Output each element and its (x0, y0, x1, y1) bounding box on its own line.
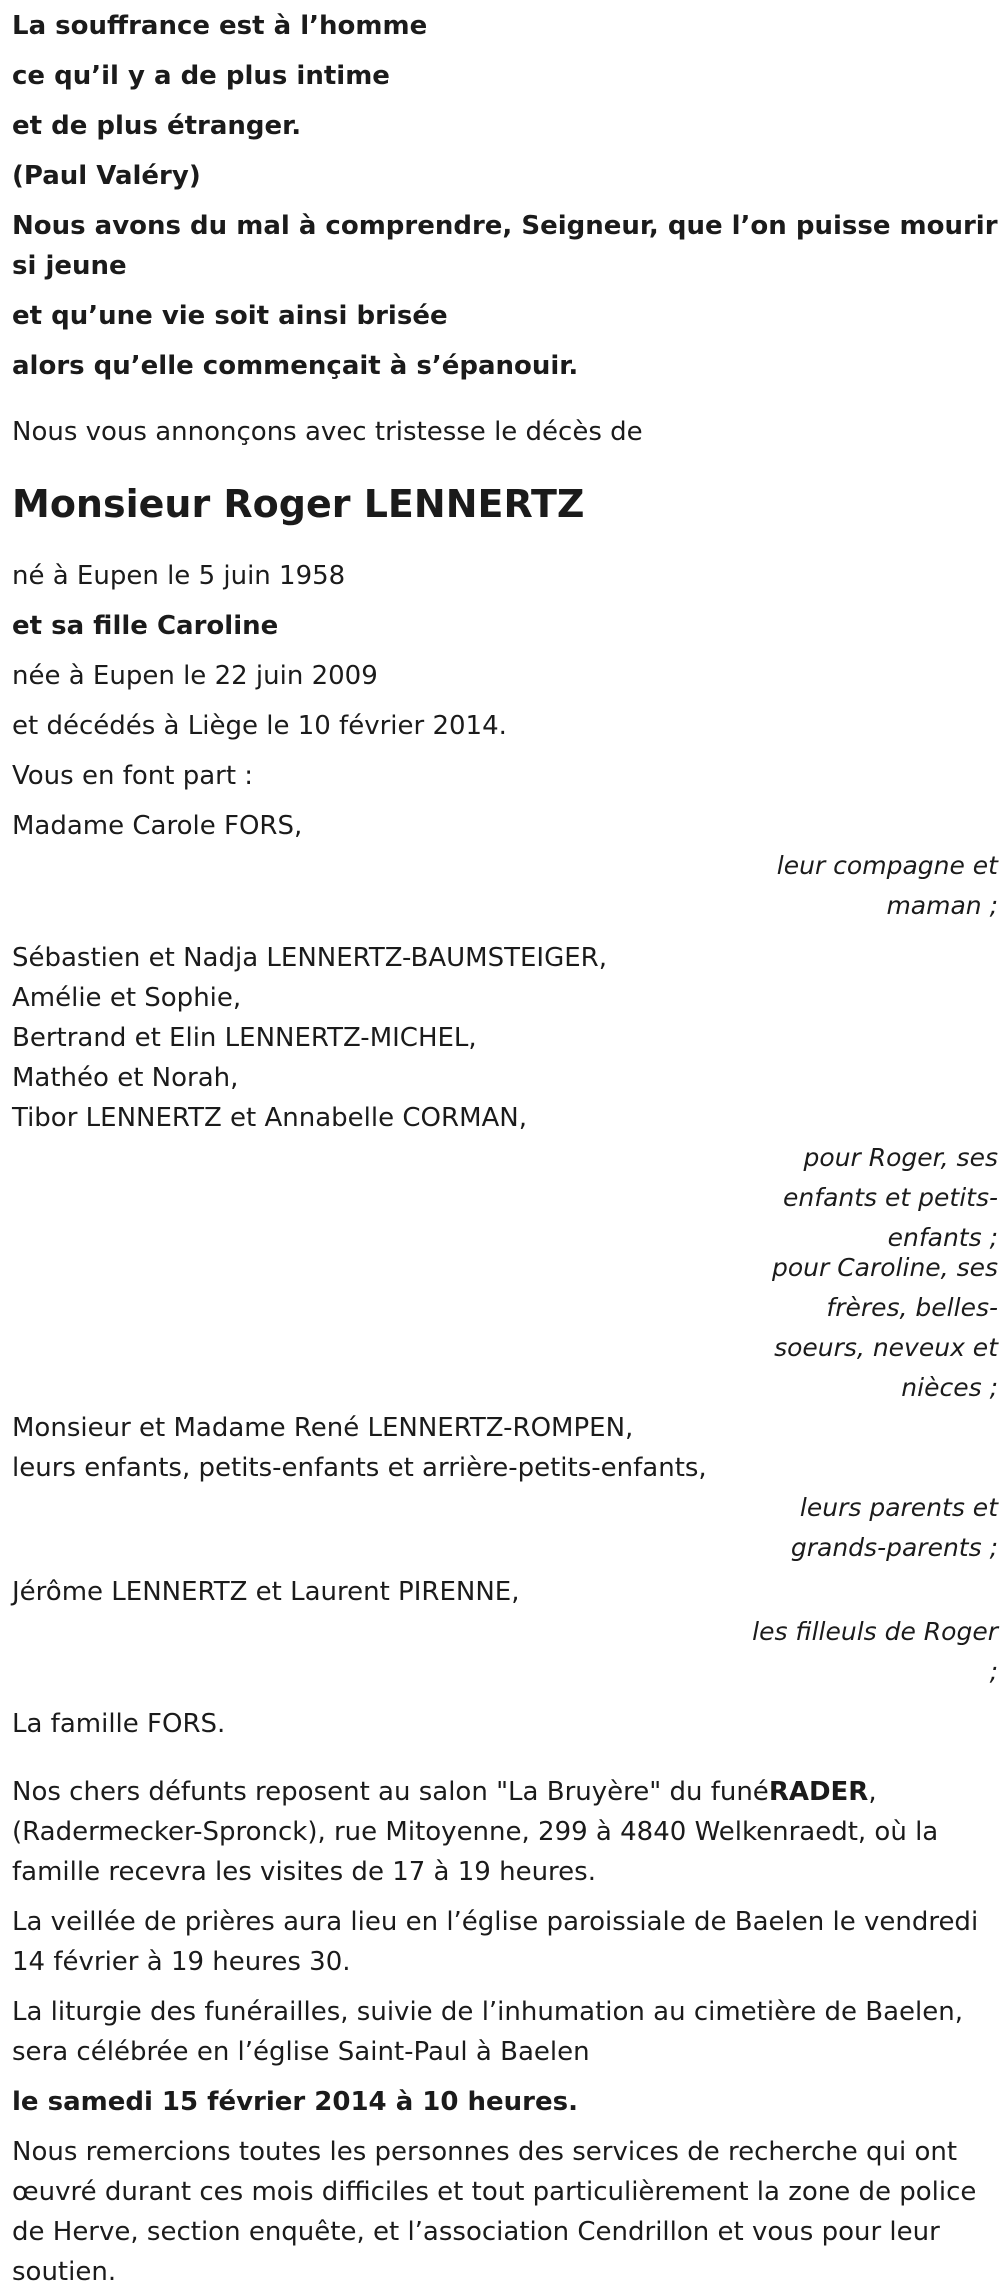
quote-line: La souffrance est à l’homme (12, 11, 428, 41)
salon-prefix: Nos chers défunts reposent au salon "La Bruyère" du funé (12, 1777, 769, 1807)
relation-text (12, 846, 998, 926)
details-block (12, 556, 998, 796)
family-member: Madame Carole FORS, (12, 811, 303, 841)
quote-line: Nous avons du mal à comprendre, Seigneur, que l’on puisse mourir si jeune (12, 211, 998, 281)
family-member: Sébastien et Nadja LENNERTZ-BAUMSTEIGER, (12, 943, 607, 973)
salon-text (12, 1772, 998, 1892)
family-member: Tibor LENNERTZ et Annabelle CORMAN, (12, 1103, 527, 1133)
relation-text (12, 1248, 998, 1408)
quote-line: ce qu’il y a de plus intime (12, 61, 390, 91)
relation-label: pour Caroline, ses frères, belles-soeurs, neveux et nièces ; (771, 1253, 998, 1402)
quote-line: et de plus étranger. (12, 111, 302, 141)
family-member: Mathéo et Norah, (12, 1063, 239, 1093)
obituary-page (12, 0, 998, 2292)
funeral-block (12, 1772, 998, 2292)
funeral-date: le samedi 15 février 2014 à 10 heures. (12, 2087, 578, 2117)
quote-author: (Paul Valéry) (12, 161, 201, 191)
liturgy-text: La liturgie des funérailles, suivie de l’inhumation au cimetière de Baelen, sera célébrée en l’église Saint-Paul à Baelen (12, 1997, 963, 2067)
relation-label: les filleuls de Roger ; (752, 1617, 998, 1686)
family-block (12, 806, 998, 1744)
family-member: Bertrand et Elin LENNERTZ-MICHEL, (12, 1023, 477, 1053)
family-member: leurs enfants, petits-enfants et arrière-petits-enfants, (12, 1453, 707, 1483)
family-member: Amélie et Sophie, (12, 983, 242, 1013)
relation-label: pour Roger, ses enfants et petits-enfants ; (783, 1143, 998, 1252)
deceased-name: Monsieur Roger LENNERTZ (12, 482, 585, 526)
daughter-line: et sa fille Caroline (12, 611, 279, 641)
announcement-text: Nous vous annonçons avec tristesse le décès de (12, 417, 643, 447)
family-member: Monsieur et Madame René LENNERTZ-ROMPEN, (12, 1413, 634, 1443)
relation-text (12, 1488, 998, 1568)
salon-brand: RADER (768, 1777, 869, 1807)
birth-caroline: née à Eupen le 22 juin 2009 (12, 661, 378, 691)
family-member: Jérôme LENNERTZ et Laurent PIRENNE, (12, 1577, 520, 1607)
relation-text (12, 1138, 998, 1258)
death-line: et décédés à Liège le 10 février 2014. (12, 711, 507, 741)
salon-suffix: , (Radermecker-Spronck), rue Mitoyenne, 299 à 4840 Welkenraedt, où la famille recevra les visites de 17 à 19 heures. (12, 1777, 939, 1887)
vigil-text: La veillée de prières aura lieu en l’église paroissiale de Baelen le vendredi 14 février à 19 heures 30. (12, 1907, 979, 1977)
relation-label: leur compagne et maman ; (776, 851, 998, 920)
quote-block (12, 6, 998, 386)
relation-label: leurs parents et grands-parents ; (790, 1493, 998, 1562)
family-member: La famille FORS. (12, 1709, 226, 1739)
quote-line: alors qu’elle commençait à s’épanouir. (12, 351, 579, 381)
children-list (12, 938, 998, 1138)
relation-text (12, 1612, 998, 1692)
birth-roger: né à Eupen le 5 juin 1958 (12, 561, 346, 591)
quote-line: et qu’une vie soit ainsi brisée (12, 301, 448, 331)
thanks-text: Nous remercions toutes les personnes des services de recherche qui ont œuvré durant ces mois difficiles et tout particulièrement la zone de police de Herve, section enquête, et l’association Cendrillon et vous pour leur soutien. (12, 2137, 977, 2287)
parents-list (12, 1408, 998, 1488)
intro-line: Vous en font part : (12, 761, 254, 791)
